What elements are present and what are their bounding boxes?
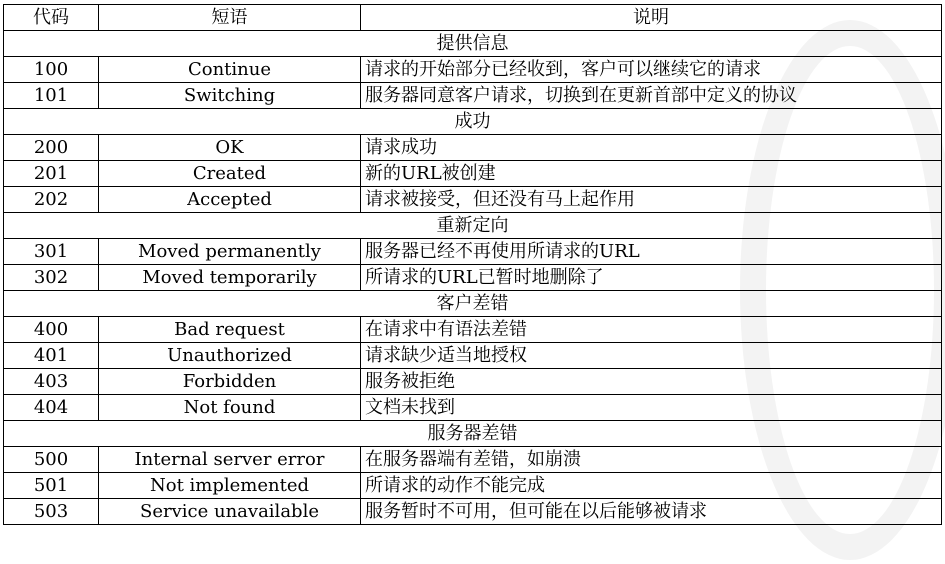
status-code: 404 xyxy=(4,395,99,421)
status-description: 请求成功 xyxy=(361,135,942,161)
status-description: 请求的开始部分已经收到，客户可以继续它的请求 xyxy=(361,57,942,83)
status-description: 服务器已经不再使用所请求的URL xyxy=(361,239,942,265)
status-phrase: Forbidden xyxy=(99,369,361,395)
table-row xyxy=(4,499,942,525)
status-description: 服务器同意客户请求，切换到在更新首部中定义的协议 xyxy=(361,83,942,109)
table-row xyxy=(4,187,942,213)
status-phrase: Accepted xyxy=(99,187,361,213)
status-code: 501 xyxy=(4,473,99,499)
status-description: 新的URL被创建 xyxy=(361,161,942,187)
status-code: 202 xyxy=(4,187,99,213)
status-description: 在请求中有语法差错 xyxy=(361,317,942,343)
group-row xyxy=(4,213,942,239)
status-code: 301 xyxy=(4,239,99,265)
table-row xyxy=(4,83,942,109)
status-phrase: Service unavailable xyxy=(99,499,361,525)
status-phrase: Switching xyxy=(99,83,361,109)
status-description: 服务被拒绝 xyxy=(361,369,942,395)
status-phrase: Not found xyxy=(99,395,361,421)
status-code: 101 xyxy=(4,83,99,109)
table-row xyxy=(4,369,942,395)
table-row xyxy=(4,135,942,161)
status-code: 503 xyxy=(4,499,99,525)
status-code: 100 xyxy=(4,57,99,83)
status-phrase: Internal server error xyxy=(99,447,361,473)
group-row xyxy=(4,291,942,317)
table-row xyxy=(4,161,942,187)
status-phrase: Created xyxy=(99,161,361,187)
group-title: 客户差错 xyxy=(4,291,942,317)
table-header xyxy=(4,5,942,31)
status-description: 请求被接受，但还没有马上起作用 xyxy=(361,187,942,213)
table-row xyxy=(4,473,942,499)
group-title: 服务器差错 xyxy=(4,421,942,447)
group-row xyxy=(4,109,942,135)
status-code: 403 xyxy=(4,369,99,395)
status-phrase: Bad request xyxy=(99,317,361,343)
http-status-table xyxy=(3,4,942,525)
group-row xyxy=(4,421,942,447)
header-row xyxy=(4,5,942,31)
table-row xyxy=(4,239,942,265)
status-description: 请求缺少适当地授权 xyxy=(361,343,942,369)
status-code: 401 xyxy=(4,343,99,369)
group-title: 成功 xyxy=(4,109,942,135)
table-body xyxy=(4,31,942,525)
table-row xyxy=(4,447,942,473)
table-row xyxy=(4,343,942,369)
status-phrase: Continue xyxy=(99,57,361,83)
status-phrase: Unauthorized xyxy=(99,343,361,369)
header-phrase: 短语 xyxy=(99,5,361,31)
status-description: 服务暂时不可用，但可能在以后能够被请求 xyxy=(361,499,942,525)
status-code: 201 xyxy=(4,161,99,187)
status-description: 在服务器端有差错，如崩溃 xyxy=(361,447,942,473)
table-row xyxy=(4,317,942,343)
status-phrase: Moved permanently xyxy=(99,239,361,265)
status-phrase: Moved temporarily xyxy=(99,265,361,291)
status-code: 500 xyxy=(4,447,99,473)
table-row xyxy=(4,395,942,421)
group-title: 重新定向 xyxy=(4,213,942,239)
header-description: 说明 xyxy=(361,5,942,31)
status-phrase: OK xyxy=(99,135,361,161)
status-description: 所请求的URL已暂时地删除了 xyxy=(361,265,942,291)
group-row xyxy=(4,31,942,57)
group-title: 提供信息 xyxy=(4,31,942,57)
header-code: 代码 xyxy=(4,5,99,31)
table-row xyxy=(4,265,942,291)
status-code: 400 xyxy=(4,317,99,343)
status-description: 文档未找到 xyxy=(361,395,942,421)
status-phrase: Not implemented xyxy=(99,473,361,499)
table-row xyxy=(4,57,942,83)
status-code: 200 xyxy=(4,135,99,161)
status-code: 302 xyxy=(4,265,99,291)
status-description: 所请求的动作不能完成 xyxy=(361,473,942,499)
